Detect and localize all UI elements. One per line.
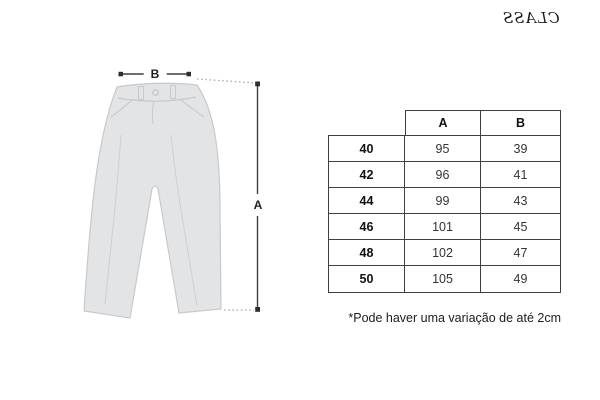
b-measure-left-endpoint [119, 72, 124, 77]
value-a-cell: 101 [405, 214, 481, 239]
tolerance-footnote: *Pode haver uma variação de até 2cm [348, 311, 561, 325]
top-dotted-guide-line [197, 79, 256, 83]
table-row [329, 188, 560, 214]
size-cell: 46 [329, 214, 405, 239]
value-a-cell: 99 [405, 188, 481, 213]
size-cell: 40 [329, 136, 405, 161]
belt-loop-left [139, 87, 144, 100]
table-row [329, 266, 560, 292]
size-cell: 50 [329, 266, 405, 292]
value-b-cell: 45 [513, 219, 528, 234]
value-b-cell: 39 [513, 141, 528, 156]
value-a-cell: 95 [405, 136, 481, 161]
width-measure-label: B [144, 68, 167, 80]
table-row [329, 162, 560, 188]
table-row [329, 240, 560, 266]
table-row [329, 214, 560, 240]
column-header-a: A [405, 110, 481, 135]
value-b-cell: 43 [513, 193, 528, 208]
value-b-cell: 47 [513, 245, 528, 260]
a-measure-bottom-endpoint [255, 307, 260, 312]
belt-loop-right [171, 86, 176, 99]
size-cell: 48 [329, 240, 405, 265]
b-measure-right-endpoint [187, 72, 192, 77]
length-measure-label: A [254, 194, 263, 216]
value-a-cell: 105 [405, 266, 481, 292]
size-cell: 42 [329, 162, 405, 187]
a-measure-top-endpoint [255, 82, 260, 87]
value-a-cell: 96 [405, 162, 481, 187]
brand-logo: CLASS [502, 9, 560, 27]
table-body [328, 135, 561, 293]
table-header-row [405, 110, 561, 135]
size-chart-table [328, 110, 561, 293]
size-cell: 44 [329, 188, 405, 213]
column-header-b: B [481, 110, 561, 135]
value-a-cell: 102 [405, 240, 481, 265]
table-row [329, 136, 560, 162]
pants-outline-graphic [84, 83, 221, 318]
value-b-cell: 41 [513, 167, 528, 182]
value-b-cell: 49 [513, 272, 528, 286]
